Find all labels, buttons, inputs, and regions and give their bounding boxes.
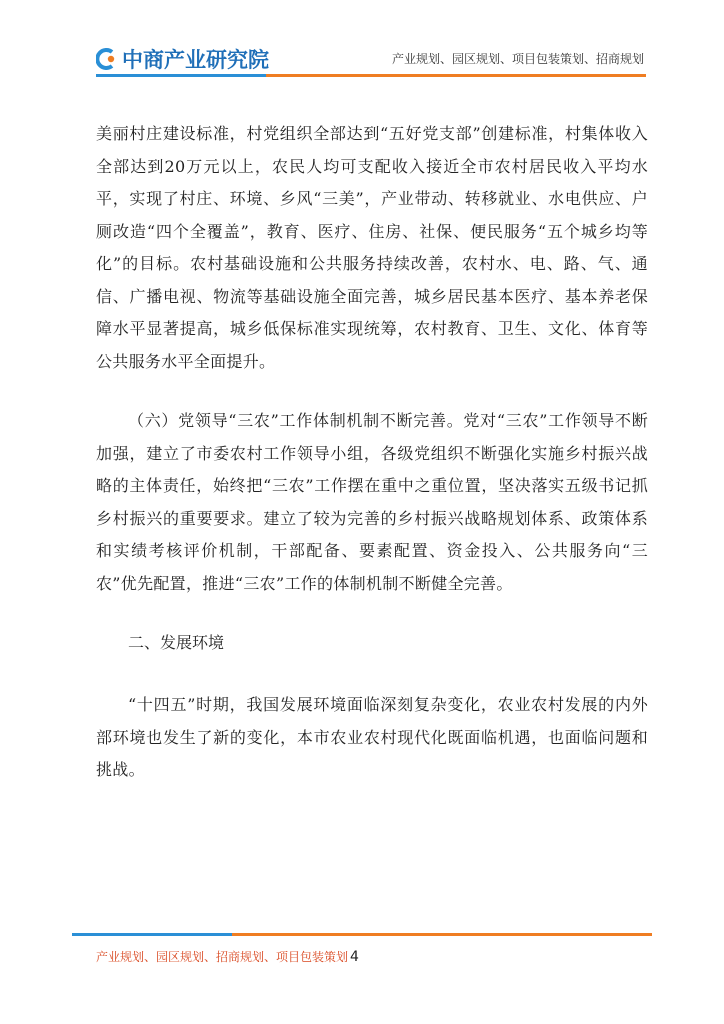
header-tagline: 产业规划、园区规划、项目包装策划、招商规划 xyxy=(391,52,644,66)
document-body xyxy=(96,118,648,814)
section-heading: 二、发展环境 xyxy=(128,633,225,652)
page-header xyxy=(0,0,724,90)
logo xyxy=(96,44,269,74)
paragraph-section-six: （六）党领导“三农”工作体制机制不断完善。党对“三农”工作领导不断加强，建立了市委农村工作领导小组，各级党组织不断强化实施乡村振兴战略的主体责任，始终把“三农”工作摆在重中之重位置，坚决落实五级书记抓乡村振兴的重要要求。建立了较为完善的乡村振兴战略规划体系、政策体系和实绩考核评价机制，干部配备、要素配置、资金投入、公共服务向“三农”优先配置，推进“三农”工作的体制机制不断健全完善。 xyxy=(96,411,648,593)
header-divider-orange xyxy=(266,74,646,77)
logo-text: 中商产业研究院 xyxy=(122,48,269,72)
paragraph-continued: 美丽村庄建设标准，村党组织全部达到“五好党支部”创建标准，村集体收入全部达到20万元以上，农民人均可支配收入接近全市农村居民收入平均水平，实现了村庄、环境、乡风“三美”，产业带动、转移就业、水电供应、户厕改造“四个全覆盖”，教育、医疗、住房、社保、便民服务“五个城乡均等化”的目标。农村基础设施和公共服务持续改善，农村水、电、路、气、通信、广播电视、物流等基础设施全面完善，城乡居民基本医疗、基本养老保障水平显著提高，城乡低保标准实现统筹，农村教育、卫生、文化、体育等公共服务水平全面提升。 xyxy=(96,124,648,371)
logo-c-icon xyxy=(96,48,118,70)
footer-divider-blue xyxy=(72,933,232,936)
paragraph-environment: “十四五”时期，我国发展环境面临深刻复杂变化，农业农村发展的内外部环境也发生了新的变化，本市农业农村现代化既面临机遇，也面临问题和挑战。 xyxy=(96,695,648,779)
footer-tagline: 产业规划、园区规划、招商规划、项目包装策划 xyxy=(96,950,349,964)
footer-divider-orange xyxy=(232,933,652,936)
page-number: 4 xyxy=(350,949,359,965)
page-footer xyxy=(0,930,724,990)
footer-text-wrap xyxy=(96,948,359,965)
header-divider-blue xyxy=(96,74,266,77)
